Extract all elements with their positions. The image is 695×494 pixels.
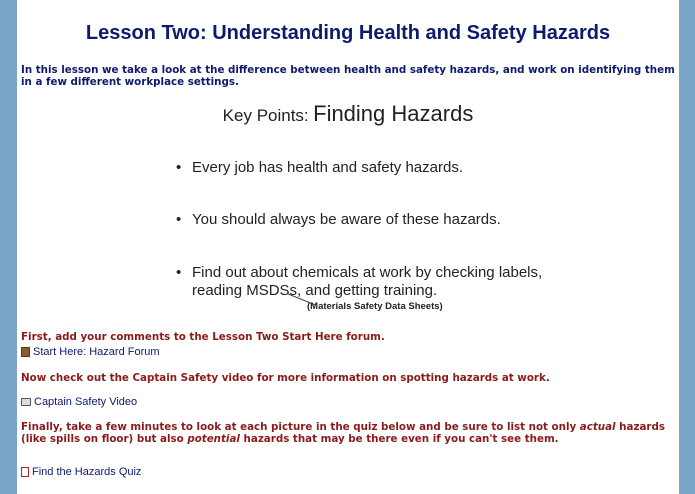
bullet-text: Every job has health and safety hazards. xyxy=(192,159,463,176)
video-instruction: Now check out the Captain Safety video for more information on spotting hazards at work. xyxy=(21,372,550,384)
quiz-link-label[interactable]: Find the Hazards Quiz xyxy=(32,466,142,478)
key-points-heading xyxy=(17,101,679,127)
forum-icon xyxy=(21,347,30,357)
forum-instruction: First, add your comments to the Lesson Two Start Here forum. xyxy=(21,331,385,343)
quiz-potential-emphasis: potential xyxy=(187,433,240,445)
forum-link[interactable] xyxy=(21,346,160,358)
quiz-prompt-part: hazards (like spills on floor) but also xyxy=(21,421,665,445)
intro-text: In this lesson we take a look at the difference between health and safety hazards, and work on identifying them in a few different workplace settings. xyxy=(21,64,675,88)
bullet-text: reading MSDSs, and getting training. xyxy=(192,282,438,299)
video-icon xyxy=(21,398,31,406)
video-link[interactable] xyxy=(21,396,137,408)
quiz-link[interactable] xyxy=(21,466,141,478)
quiz-prompt-part: Finally, take a few minutes to look at each picture in the quiz below and be sure to list not only xyxy=(21,421,580,433)
quiz-prompt-part: hazards that may be there even if you can't see them. xyxy=(239,433,559,445)
bullet-text: You should always be aware of these hazards. xyxy=(192,211,501,228)
quiz-icon xyxy=(21,467,29,477)
bullet-icon: • xyxy=(176,264,182,281)
quiz-actual-emphasis: actual xyxy=(579,421,616,433)
video-link-label[interactable]: Captain Safety Video xyxy=(34,396,138,408)
left-sidebar xyxy=(0,0,17,494)
quiz-instruction xyxy=(21,421,675,445)
msds-note: (Materials Safety Data Sheets) xyxy=(307,301,443,312)
right-sidebar xyxy=(679,0,695,494)
key-points-prefix: Key Points: xyxy=(222,106,309,125)
bullet-icon: • xyxy=(176,159,182,176)
key-points-title: Finding Hazards xyxy=(313,101,474,126)
page-title: Lesson Two: Understanding Health and Safety Hazards xyxy=(85,22,611,44)
lesson-content xyxy=(17,0,679,494)
bullet-text: Find out about chemicals at work by checking labels, xyxy=(192,264,543,281)
bullet-icon: • xyxy=(176,211,182,228)
forum-link-label[interactable]: Start Here: Hazard Forum xyxy=(33,346,160,358)
